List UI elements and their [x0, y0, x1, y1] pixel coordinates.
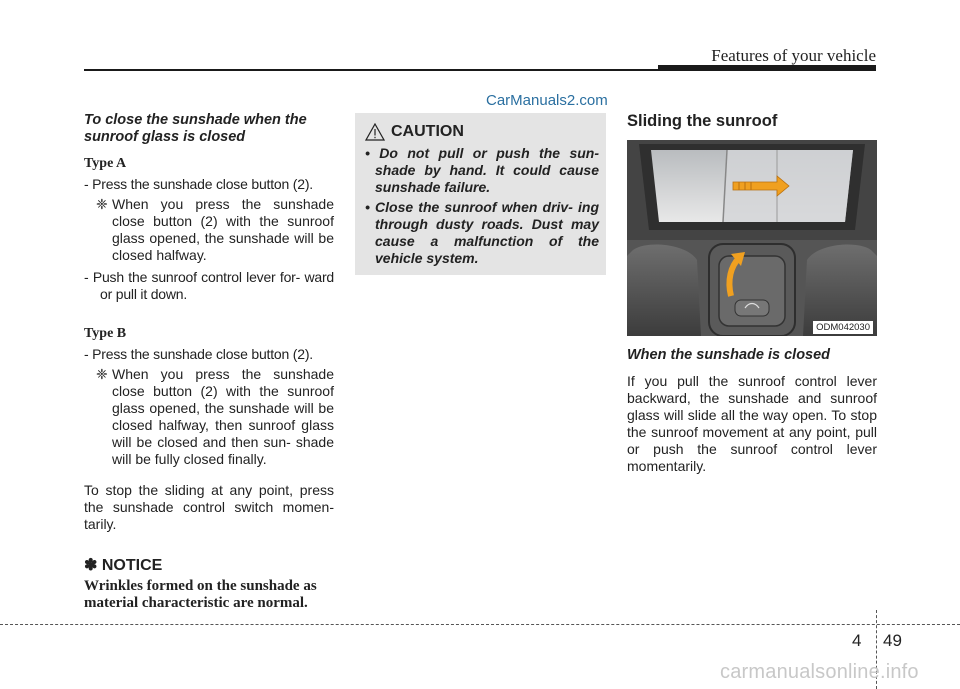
type-a-step2: - Push the sunroof control lever for- ward or pull it down.	[84, 269, 334, 302]
figure-code: ODM042030	[813, 321, 873, 334]
notice-body: Wrinkles formed on the sunshade as material characteristic are normal.	[84, 578, 317, 611]
header-rule	[84, 69, 658, 71]
sunshade-closed-subheading: When the sunshade is closed	[627, 347, 831, 363]
watermark-bottom: carmanualsonline.info	[720, 661, 919, 683]
caution-item-1: • Do not pull or push the sun- shade by hand. It could cause sunshade failure.	[365, 145, 599, 195]
note-symbol-icon: ❈	[96, 196, 108, 212]
left-column	[84, 112, 334, 612]
type-b-note-text: When you press the sunshade close button (2) with the sunroof glass opened, the sunshade will be closed halfway, then sunroof glass will be closed and then sun- shade will be fully closed finally.	[112, 366, 334, 467]
notice-title: ✽ NOTICE	[84, 557, 163, 574]
sunroof-illustration	[627, 140, 877, 336]
type-a-step1: - Press the sunshade close button (2).	[84, 176, 313, 192]
caution-list	[365, 145, 599, 270]
heading-line1: To close the sunshade when the	[84, 112, 307, 128]
caution-title: CAUTION	[391, 123, 464, 140]
page-number: 49	[883, 631, 902, 650]
warning-triangle-icon	[365, 123, 385, 141]
type-b-note	[84, 366, 334, 468]
type-a-label: Type A	[84, 156, 127, 171]
sliding-sunroof-heading: Sliding the sunroof	[627, 112, 778, 130]
note-symbol-icon: ❈	[96, 366, 108, 382]
stop-sliding-text: To stop the sliding at any point, press the sunshade control switch momen- tarily.	[84, 482, 334, 532]
close-sunshade-heading	[84, 112, 334, 146]
caution-item-2: • Close the sunroof when driv- ing through dusty roads. Dust may cause a malfunction of the vehicle system.	[365, 199, 599, 266]
sunroof-body-text: If you pull the sunroof control lever backward, the sunshade and sunroof glass will slide all the way open. To stop the sunroof movement at any point, pull or push the sunroof control lever momentarily.	[627, 373, 877, 474]
chapter-number: 4	[852, 631, 862, 650]
type-b-label: Type B	[84, 326, 127, 341]
type-a-note-text: When you press the sunshade close button (2) with the sunroof glass opened, the sunshade will be closed halfway.	[112, 196, 334, 263]
heading-line2: sunroof glass is closed	[84, 129, 246, 145]
footer-rule	[0, 624, 960, 625]
caution-box	[355, 113, 606, 275]
type-a-note	[84, 196, 334, 264]
type-b-step1: - Press the sunshade close button (2).	[84, 346, 313, 362]
section-title: Features of your vehicle	[711, 46, 876, 65]
right-column	[627, 347, 877, 475]
sunroof-figure	[627, 140, 877, 336]
watermark-top: CarManuals2.com	[486, 92, 608, 109]
